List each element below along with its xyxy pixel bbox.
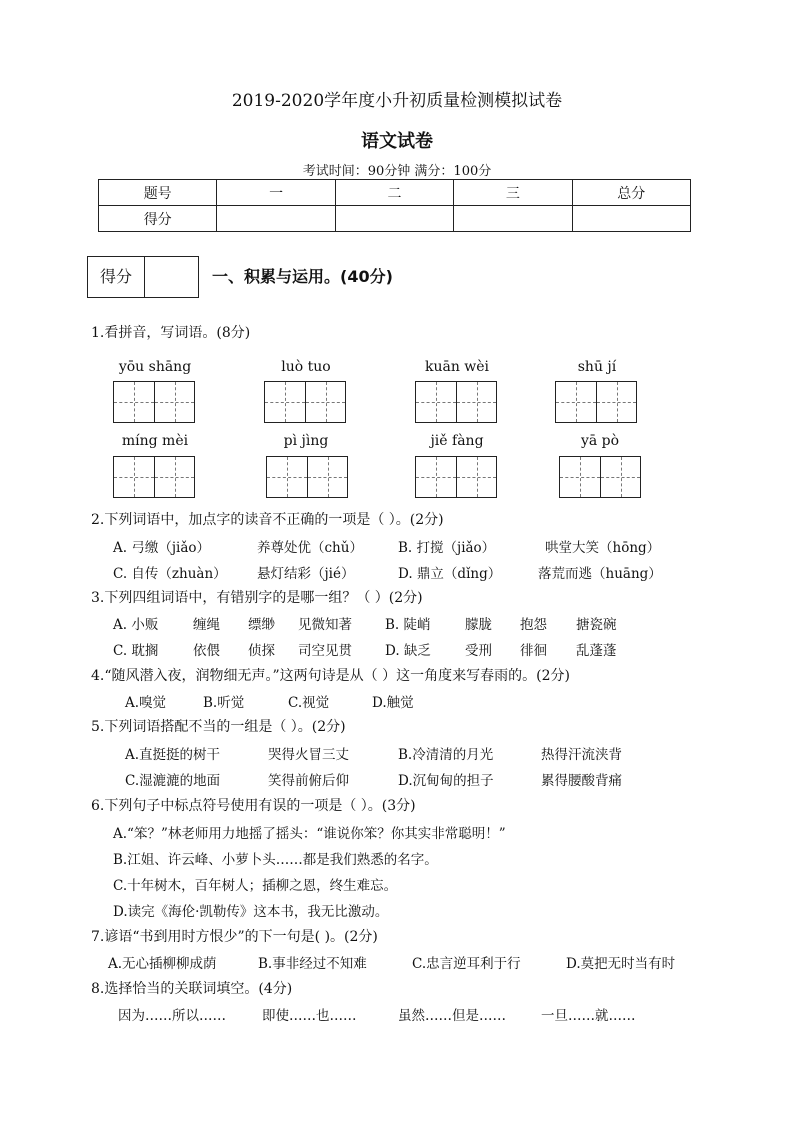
score-table-blank-cell[interactable] [572, 206, 690, 232]
option-text: C. 自传（zhuàn） [113, 566, 227, 582]
option-text: D.莫把无时当有时 [566, 956, 676, 972]
pinyin-label: míng mèi [121, 433, 189, 449]
option-text: 哭得火冒三丈 [268, 747, 349, 763]
option-text: A. 弓缴（jiǎo） [113, 540, 211, 556]
option-text: A.无心插柳柳成荫 [108, 956, 217, 972]
option-text: 朦胧 [465, 617, 492, 633]
option-text: C.湿漉漉的地面 [125, 773, 221, 789]
question-8-stem: 8.选择恰当的关联词填空。(4分) [91, 981, 293, 997]
option-text: 见微知著 [298, 617, 352, 633]
writing-grid[interactable] [559, 456, 641, 498]
section-title: 一、积累与运用。(40分) [212, 267, 393, 286]
question-5-stem: 5.下列词语搭配不当的一组是（ ）。(2分) [91, 719, 346, 735]
option-text: D.触觉 [372, 695, 414, 711]
pinyin-label: shū jí [577, 359, 617, 375]
option-text: 受刑 [465, 643, 492, 659]
pinyin-label: yōu shāng [118, 359, 192, 375]
writing-grid[interactable] [264, 381, 346, 423]
score-table-header-row [99, 180, 691, 206]
pinyin-label: yā pò [580, 433, 620, 449]
score-table-cell: 三 [454, 180, 572, 206]
exam-info: 考试时间：90分钟 满分：100分 [302, 164, 492, 179]
question-6-stem: 6.下列句子中标点符号使用有误的一项是（ ）。(3分) [91, 798, 416, 814]
option-text: 司空见贯 [298, 643, 352, 659]
conjunction-option: 因为……所以…… [118, 1008, 226, 1024]
option-text: B. 打搅（jiǎo） [398, 540, 496, 556]
pinyin-label: kuān wèi [424, 359, 490, 375]
option-text: 抱怨 [520, 617, 547, 633]
score-table-blank-cell[interactable] [335, 206, 453, 232]
question-4-stem: 4.“随风潜入夜，润物细无声。”这两句诗是从（ ）这一角度来写春雨的。(2分) [91, 668, 570, 684]
writing-grid[interactable] [555, 381, 637, 423]
option-text: A. 小贩 [113, 617, 159, 633]
writing-grid[interactable] [415, 456, 497, 498]
pinyin-label: pì jìng [283, 433, 329, 449]
option-text: B.冷清清的月光 [398, 747, 494, 763]
exam-title: 2019-2020学年度小升初质量检测模拟试卷 [231, 91, 563, 111]
option-text: D. 鼎立（dǐng） [398, 566, 502, 582]
score-table-blank-cell[interactable] [454, 206, 572, 232]
score-table-cell: 总分 [572, 180, 690, 206]
option-text: 累得腰酸背痛 [541, 773, 622, 789]
option-text: A.嗅觉 [125, 695, 167, 711]
question-2-stem: 2.下列词语中，加点字的读音不正确的一项是（ ）。(2分) [91, 512, 444, 528]
option-text: B.江姐、许云峰、小萝卜头……都是我们熟悉的名字。 [113, 852, 438, 868]
writing-grid[interactable] [113, 381, 195, 423]
option-text: B.听觉 [203, 695, 245, 711]
option-text: C.忠言逆耳利于行 [412, 956, 521, 972]
option-text: 哄堂大笑（hōng） [545, 540, 661, 556]
conjunction-option: 虽然……但是…… [398, 1008, 506, 1024]
option-text: 悬灯结彩（jié） [257, 566, 355, 582]
option-text: 徘徊 [520, 643, 547, 659]
option-text: 养尊处优（chǔ） [257, 540, 363, 556]
pinyin-label: luò tuo [281, 359, 331, 375]
question-3-stem: 3.下列四组词语中，有错别字的是哪一组？（ ）(2分) [91, 590, 423, 606]
writing-grid[interactable] [266, 456, 348, 498]
option-text: A.“笨？”林老师用力地摇了摇头：“谁说你笨？你其实非常聪明！” [113, 826, 506, 842]
option-text: D.读完《海伦·凯勒传》这本书，我无比激动。 [113, 904, 389, 920]
option-text: 笑得前俯后仰 [268, 773, 349, 789]
option-text: C. 耽搁 [113, 643, 159, 659]
option-text: 侦探 [248, 643, 275, 659]
score-table-cell: 一 [217, 180, 335, 206]
option-text: A.直挺挺的树干 [125, 747, 221, 763]
section-score-box [87, 256, 199, 298]
option-text: 缠绳 [193, 617, 220, 633]
option-text: 缥缈 [248, 617, 275, 633]
conjunction-option: 一旦……就…… [541, 1008, 636, 1024]
score-table-cell: 二 [335, 180, 453, 206]
option-text: B. 陡峭 [385, 617, 431, 633]
option-text: 乱蓬蓬 [576, 643, 617, 659]
exam-subtitle: 语文试卷 [361, 131, 433, 152]
option-text: D.沉甸甸的担子 [398, 773, 494, 789]
score-table-score-row [99, 206, 691, 232]
option-text: D. 缺乏 [385, 643, 431, 659]
score-table-blank-cell[interactable] [217, 206, 335, 232]
question-1-stem: 1.看拼音，写词语。(8分) [91, 325, 251, 341]
section-score-label: 得分 [88, 257, 145, 297]
option-text: C.视觉 [288, 695, 330, 711]
score-table-cell: 题号 [99, 180, 217, 206]
writing-grid[interactable] [113, 456, 195, 498]
option-text: 搪瓷碗 [576, 617, 617, 633]
conjunction-option: 即使……也…… [262, 1008, 357, 1024]
writing-grid[interactable] [415, 381, 497, 423]
option-text: 热得汗流浃背 [541, 747, 622, 763]
option-text: C.十年树木，百年树人；插柳之恩，终生难忘。 [113, 878, 398, 894]
option-text: 落荒而逃（huāng） [538, 566, 662, 582]
score-table [98, 179, 691, 232]
pinyin-label: jiě fàng [430, 433, 484, 449]
question-7-stem: 7.谚语“书到用时方恨少”的下一句是( )。(2分) [91, 929, 378, 945]
option-text: 依偎 [193, 643, 220, 659]
score-table-cell: 得分 [99, 206, 217, 232]
option-text: B.事非经过不知难 [258, 956, 367, 972]
